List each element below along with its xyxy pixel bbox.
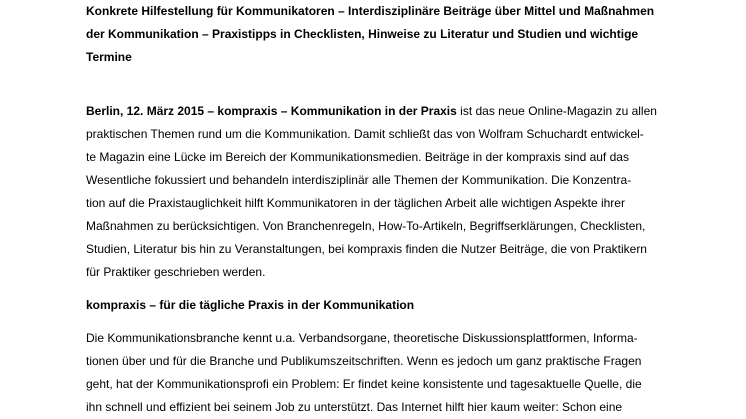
body-line: Wesentliche fokussiert und behandeln interdisziplinär alle Themen der Kommunikation. Die Konzentra- bbox=[86, 173, 632, 187]
body-line: ihn schnell und effizient bei seinem Job zu unterstützt. Das Internet hilft hier kaum weiter: Schon eine bbox=[86, 400, 623, 414]
subtitle-line: der Kommunikation – Praxistipps in Checklisten, Hinweise zu Literatur und Studien und wichtige bbox=[86, 27, 639, 41]
section-heading: kompraxis – für die tägliche Praxis in der Kommunikation bbox=[86, 298, 415, 312]
intro-first-line bbox=[86, 103, 657, 119]
body-line: praktischen Themen rund um die Kommunikation. Damit schließt das von Wolfram Schuchardt entwickel- bbox=[86, 127, 644, 141]
body-line: geht, hat der Kommunikationsprofi ein Problem: Er findet keine konsistente und tagesaktuelle Quelle, die bbox=[86, 377, 642, 391]
body-line: tion auf die Praxistauglichkeit hilft Kommunikatoren in der täglichen Arbeit alle wichtigen Aspekte ihrer bbox=[86, 196, 625, 210]
body-line: te Magazin eine Lücke im Bereich der Kommunikationsmedien. Beiträge in der kompraxis sind auf das bbox=[86, 150, 629, 164]
body-line: Maßnahmen zu berücksichtigen. Von Branchenregeln, How-To-Artikeln, Begriffserklärungen, Checklisten, bbox=[86, 219, 646, 233]
body-line: für Praktiker geschrieben werden. bbox=[86, 265, 266, 279]
body-line: Die Kommunikationsbranche kennt u.a. Verbandsorgane, theoretische Diskussionsplattformen, Informa- bbox=[86, 331, 638, 345]
body-line: tionen über und für die Branche und Publikumszeitschriften. Wenn es jedoch um ganz praktische Fragen bbox=[86, 354, 642, 368]
body-line: Studien, Literatur bis hin zu Veranstaltungen, bei kompraxis finden die Nutzer Beiträge, die von Praktikern bbox=[86, 242, 647, 256]
subtitle-line: Konkrete Hilfestellung für Kommunikatoren – Interdisziplinäre Beiträge über Mittel und Maßnahmen bbox=[86, 4, 655, 18]
intro-line-rest: ist das neue Online-Magazin zu allen bbox=[456, 104, 657, 118]
subtitle-line: Termine bbox=[86, 50, 132, 64]
dateline-lead: Berlin, 12. März 2015 – kompraxis – Kommunikation in der Praxis bbox=[86, 104, 457, 118]
